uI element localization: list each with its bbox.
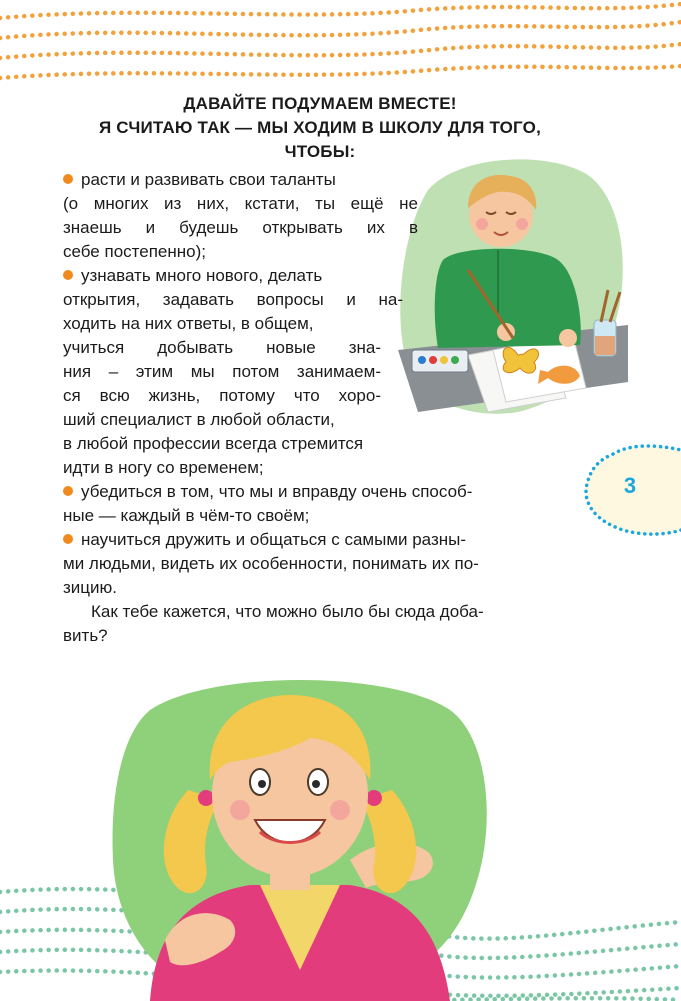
question-line: Как тебе кажется, что можно было бы сюда доба- — [91, 602, 484, 621]
list-item-line: знаешь и будешь открывать их в — [63, 218, 418, 237]
smiling-girl-illustration — [110, 670, 490, 1001]
list-item-line: ший специалист в любой области, — [63, 410, 335, 429]
list-item — [63, 528, 583, 600]
list-item-line: убедиться в том, что мы и вправду очень способ- — [63, 480, 578, 504]
list-item — [63, 480, 578, 528]
list-item-line: ми людьми, видеть их особенности, понимать их по- — [63, 554, 479, 573]
question-paragraph — [63, 600, 583, 648]
list-item-line: научиться дружить и общаться с самыми разны- — [63, 528, 583, 552]
bullet-dot-icon — [63, 174, 73, 184]
list-item-line: в любой профессии всегда стремится — [63, 434, 364, 453]
list-item — [63, 168, 418, 264]
heading-line-1: ДАВАЙТЕ ПОДУМАЕМ ВМЕСТЕ! — [183, 94, 457, 113]
bullet-dot-icon — [63, 486, 73, 496]
heading-line-3: ЧТОБЫ: — [284, 142, 356, 161]
boy-painting-illustration — [398, 150, 628, 430]
list-item-line: ходить на них ответы, в общем, — [63, 314, 314, 333]
question-line: вить? — [63, 626, 108, 645]
list-item-line: ся всю жизнь, потому что хоро- — [63, 386, 381, 405]
list-item-line: ния – этим мы потом занимаем- — [63, 362, 381, 381]
page-number: 3 — [623, 473, 637, 498]
list-item — [63, 264, 403, 480]
list-item-line: учиться добывать новые зна- — [63, 338, 381, 357]
list-item-line: себе постепенно); — [63, 242, 206, 261]
list-item-line: зицию. — [63, 578, 117, 597]
heading-line-2: Я СЧИТАЮ ТАК — МЫ ХОДИМ В ШКОЛУ ДЛЯ ТОГО, — [98, 118, 542, 137]
list-item-line: расти и развивать свои таланты — [63, 168, 418, 192]
list-item-line: узнавать много нового, делать — [63, 264, 403, 288]
bullet-dot-icon — [63, 534, 73, 544]
bullet-dot-icon — [63, 270, 73, 280]
list-item-line: открытия, задавать вопросы и на- — [63, 290, 403, 309]
list-item-line: ные — каждый в чём-то своём; — [63, 506, 310, 525]
list-item-line: (о многих из них, кстати, ты ещё не — [63, 194, 418, 213]
list-item-line: идти в ногу со временем; — [63, 458, 264, 477]
